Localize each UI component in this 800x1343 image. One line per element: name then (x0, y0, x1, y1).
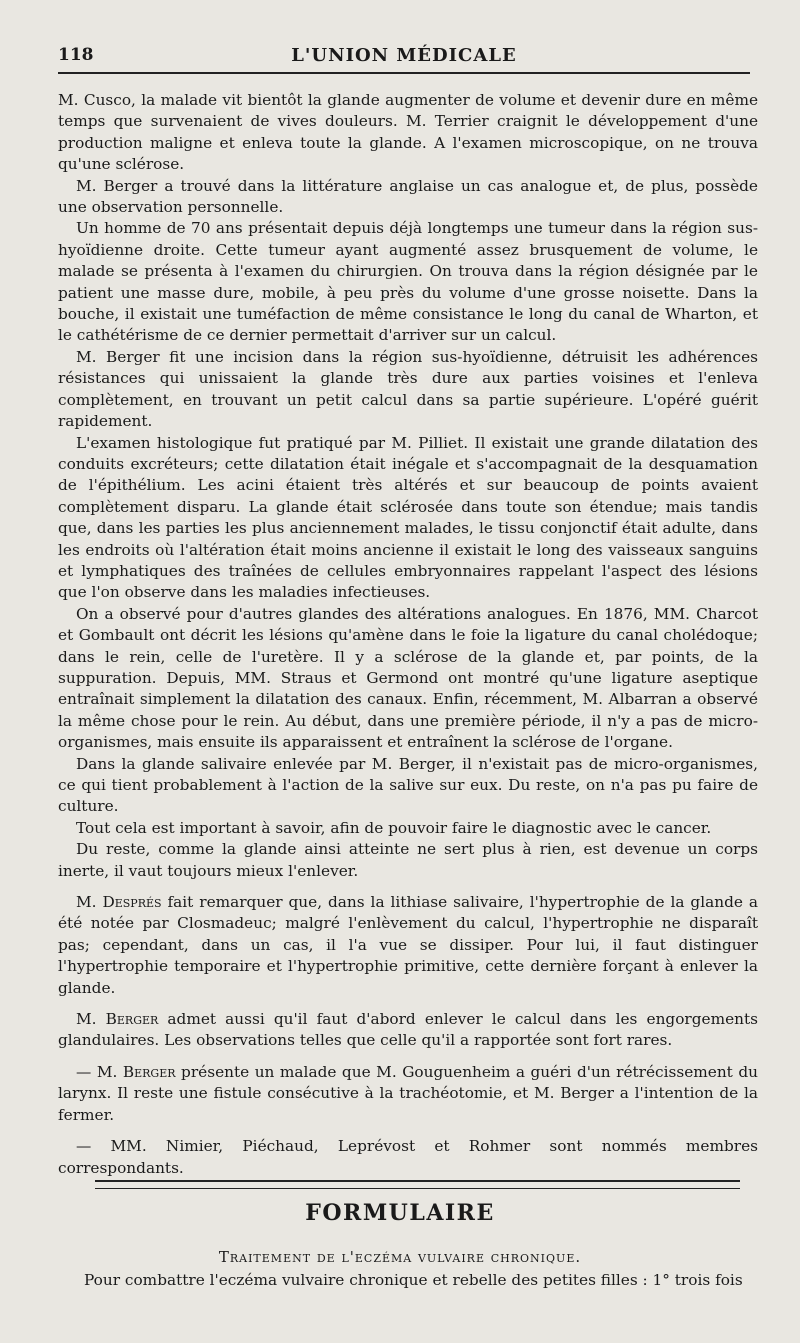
discussion-berger (58, 1009, 758, 1052)
discussion-berger-second (58, 1062, 758, 1126)
page-number: 118 (58, 45, 94, 65)
speaker-name: — M. Berger (76, 1062, 176, 1081)
section-subtitle: Traitement de l'eczéma vulvaire chronique. (218, 1248, 582, 1266)
nominations: — MM. Nimier, Piéchaud, Leprévost et Rohmer sont nommés membres correspondants. (58, 1137, 758, 1177)
paragraph: M. Berger fit une incision dans la région sus-hyoïdienne, détruisit les adhérences résistances qui unissaient la glande très dure aux parties voisines et l'enleva complètement, en trouvant un petit calcul dans sa partie supérieure. L'opéré guérit rapidement. (58, 347, 758, 431)
paragraph: Du reste, comme la glande ainsi atteinte ne sert plus à rien, est devenue un corps inerte, il vaut toujours mieux l'enlever. (58, 840, 758, 880)
discussion-text: fait remarquer que, dans la lithiase salivaire, l'hypertrophie de la glande a été notée par Closmadeuc; malgré l'enlèvement du calcul, l'hypertrophie ne disparaît pas; cependant, dans un cas, il l'a vue se dissiper. Pour lui, il faut distinguer l'hypertrophie temporaire et l'hypertrophie primitive, cette dernière forçant à enlever la glande. (58, 893, 758, 997)
section-divider (95, 1180, 740, 1189)
paragraph: L'examen histologique fut pratiqué par M. Pilliet. Il existait une grande dilatation des conduits excréteurs; cette dilatation était inégale et s'accompagnait de la desquamation de l'épithélium. Les acini étaient très altérés et sur beaucoup de points avaient complètement disparu. La glande était sclérosée dans toute son étendue; mais tandis que, dans les parties les plus anciennement malades, le tissu conjonctif était adulte, dans les endroits où l'altération était moins ancienne il existait le long des vaisseaux sanguins et lymphatiques des traînées de cellules embryonnaires rappelant l'aspect des lésions que l'on observe dans les maladies infectieuses. (58, 433, 758, 602)
paragraph: Un homme de 70 ans présentait depuis déjà longtemps une tumeur dans la région sus-hyoïdienne droite. Cette tumeur ayant augmenté assez brusquement de volume, le malade se présenta à l'examen du chirurgien. On trouva dans la région désignée par le patient une masse dure, mobile, à peu près du volume d'une grosse noisette. Dans la bouche, il existait une tuméfaction de même consistance le long du canal de Wharton, et le cathétérisme de ce dernier permettait d'arriver sur un calcul. (58, 219, 758, 345)
section-intro: Pour combattre l'eczéma vulvaire chronique et rebelle des petites filles : 1° trois fois (84, 1271, 743, 1289)
discussion-despres (58, 892, 758, 999)
paragraph: M. Cusco, la malade vit bientôt la glande augmenter de volume et devenir dure en même temps que survenaient de vives douleurs. M. Terrier craignit le développement d'une production maligne et enleva toute la glande. A l'examen microscopique, on ne trouva qu'une sclérose. (58, 91, 758, 174)
running-title: L'UNION MÉDICALE (291, 44, 517, 66)
speaker-name: M. Després (76, 893, 162, 912)
discussion-text: présente un malade que M. Gouguenheim a guéri d'un rétrécissement du larynx. Il reste une fistule consécutive à la trachéotomie, et M. Berger a l'intention de la fermer. (58, 1062, 758, 1124)
discussion-text: admet aussi qu'il faut d'abord enlever le calcul dans les engorgements glandulaires. Les observations telles que celle qu'il a rapportée sont fort rares. (58, 1010, 758, 1050)
article-body (58, 90, 758, 1179)
paragraph: Tout cela est important à savoir, afin de pouvoir faire le diagnostic avec le cancer. (76, 818, 712, 837)
paragraph: M. Berger a trouvé dans la littérature anglaise un cas analogue et, de plus, possède une observation personnelle. (58, 176, 758, 217)
paragraph: On a observé pour d'autres glandes des altérations analogues. En 1876, MM. Charcot et Gombault ont décrit les lésions qu'amène dans le foie la ligature du canal cholédoque; dans le rein, celle de l'uretère. Il y a sclérose de la glande et, par points, de la suppuration. Depuis, MM. Straus et Germond ont montré qu'une ligature aseptique entraînait simplement la dilatation des canaux. Enfin, récemment, M. Albarran a observé la même chose pour le rein. Au début, dans une première période, il n'y a pas de micro-organismes, mais ensuite ils apparaissent et entraînent la sclérose de l'organe. (58, 604, 758, 752)
page-header (58, 40, 750, 70)
header-rule (58, 72, 750, 74)
section-title: FORMULAIRE (305, 1200, 495, 1226)
paragraph: Dans la glande salivaire enlevée par M. Berger, il n'existait pas de micro-organismes, ce qui tient probablement à l'action de la salive sur eux. Du reste, on n'a pas pu faire de culture. (58, 754, 758, 816)
speaker-name: M. Berger (76, 1010, 159, 1029)
